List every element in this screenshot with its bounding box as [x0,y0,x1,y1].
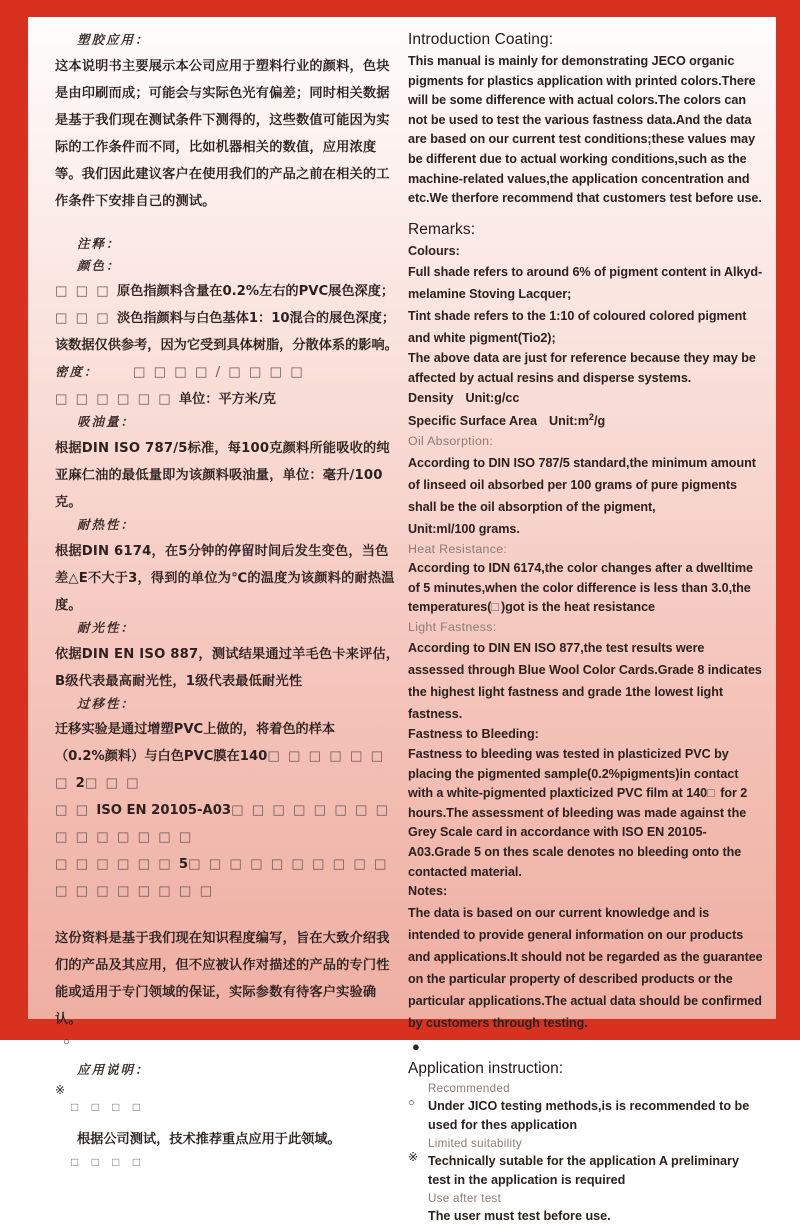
reference-note: 该数据仅供参考，因为它受到具体树脂，分散体系的影响。 [55,338,398,354]
full-shade-text: 原色指颜料含量在0.2%左右的PVC展色深度； [116,284,395,300]
oil-absorption-body: 根据DIN ISO 787/5标准，每100克颜料所能吸收的纯亚麻仁油的最低量即为该颜料吸油量，单位：毫升/100克。 [55,441,390,510]
legend-caption: Recommended [428,1081,510,1095]
legend-item-limited-suitability [408,1135,764,1190]
bleeding-placeholder-box: □ [707,786,717,801]
application-note-boxes-top: □ □ □ □ [71,1100,145,1114]
legend-item-recommended [408,1080,764,1135]
migration-line-1: 迁移实验是通过增塑PVC上做的，将着色的样本 [55,722,336,738]
surface-unit: 单位：平方米/克 [178,392,277,408]
bleeding-title: Fastness to Bleeding: [408,727,539,742]
surface-boxes: □ □ □ □ □ □ [55,392,179,408]
plastics-application-heading: 塑胶应用： [77,32,150,47]
density-label: 密度： [55,364,99,380]
notes-body: The data is based on our current knowledge and is intended to provide general information on our products and applications.It should not be regarded as the guarantee on the particular property of described products or the particular applications.The actual data should be confirmed by customers through testing. [408,905,763,1030]
colours-label: Colours: [408,243,460,258]
spacer [55,905,400,925]
heat-resistance-placeholder-box: □ [491,600,501,615]
density-row [408,389,764,409]
spacer [55,1051,400,1061]
placeholder-boxes: □ □ □ [55,311,117,327]
remarks-reference-text: The above data are just for reference because they may be affected by actual resins and disperse systems. [408,351,756,385]
migration-line-2-text-a: （0.2%颜料）与白色PVC膜在140 [55,749,268,765]
asterisk-glyph-icon: ※ [408,1149,419,1164]
density-unit: Unit:g/cc [465,390,520,405]
tint-shade-text: Tint shade refers to the 1:10 of coloured colored pigment and white pigment(Tio2); [408,309,747,346]
bleeding-body [408,745,764,882]
spacer [408,209,764,219]
surface-area-unit [549,414,605,428]
oil-absorption-unit: Unit:ml/100 grams. [408,521,520,536]
oil-absorption-title: Oil Absorption: [408,433,494,448]
light-fastness-title: Light Fastness: [408,619,497,634]
legend-caption: Limited suitability [428,1136,522,1150]
legend-description: Technically sutable for the application A preliminary test in the application is required [428,1153,739,1187]
migration-line-4-boxes-b: □ □ □ □ □ □ □ □ □ □ □ □ □ □ □ □ □ □ [55,857,389,900]
colour-heading: 颜色： [77,257,121,273]
surface-unit-prefix: Unit:m [549,414,589,429]
density-line [55,359,400,386]
remarks-title: Remarks: [408,220,476,238]
spacer [55,215,400,235]
heat-resistance-text-a: According to IDN 6174,the color changes after a dwelltime of 5 minutes,when the color difference is less than 3.0,the temperatures( [408,561,753,615]
introduction-title: Introduction Coating: [408,31,554,48]
migration-line-4 [55,851,400,905]
migration-line-3-text: ISO EN 20105-A03 [96,803,232,819]
page-sheet [28,17,776,1223]
circle-glyph-icon: ○ [408,1096,415,1109]
legend-description: Under JICO testing methods,is is recommended to be used for thes application [428,1098,750,1132]
legend-item-use-after-test [408,1190,764,1226]
legend-description: The user must test before use. [428,1208,611,1223]
heat-resistance-title: Heat Resistance: [408,541,508,556]
migration-line-2-boxes-b: □ □ □ [84,776,141,792]
migration-line-3 [55,797,400,851]
density-label: Density [408,390,454,405]
spacer [55,1116,400,1126]
light-fastness-body: 依据DIN EN ISO 887，测试结果通过羊毛色卡来评估，B级代表最高耐光性，1级代表最低耐光性 [55,646,400,689]
application-note-body: 根据公司测试，技术推荐重点应用于此领域。 [77,1132,341,1147]
notes-heading: 注释： [77,235,121,251]
heat-resistance-heading: 耐热性： [77,517,136,532]
light-fastness-body: According to DIN EN ISO 877,the test results were assessed through Blue Wool Color Cards.Grade 8 indicates the highest light fastness and grade 1the lowest light fastness. [408,641,762,722]
migration-line-4-text: 5 [178,857,189,873]
heat-resistance-text-b: )got is the heat resistance [500,600,655,615]
migration-line-2-text-b: 2 [75,776,85,792]
right-column-english [408,17,776,1226]
migration-line-2 [55,743,400,797]
bleeding-text-a: Fastness to bleeding was tested in plasticized PVC by placing the pigmented sample(0.2%pigments)in contact with a white-pigmented plaxticized PVC film at 140 [408,747,739,801]
notes-title: Notes: [408,884,448,899]
bullet-dot-icon: ● [412,1038,420,1054]
circle-marker-icon: ○ [63,1036,70,1049]
bleeding-text-b: for 2 hours.The assessment of bleeding was made against the Grey Scale card in accordance with ISO EN 20105-A03.Grade 5 on thes scale denotes no bleeding onto the contacted material. [408,786,748,879]
migration-line-3-boxes-b: □ □ □ □ □ □ □ □ □ □ □ □ □ □ □ [55,803,391,846]
migration-line-4-boxes-a: □ □ □ □ □ □ [55,857,179,873]
plastics-application-paragraph: 这本说明书主要展示本公司应用于塑料行业的颜料，色块是由印刷而成；可能会与实际色光有偏差；同时相关数据是基于我们现在测试条件下测得的，这些数值可能因为实际的工作条件而不同，比如机器相关的数值，应用浓度等。我们因此建议客户在使用我们的产品之前在相关的工作条件下安排自己的测试。 [55,58,390,209]
legend-caption: Use after test [428,1191,502,1205]
tint-shade-line [55,305,400,332]
light-fastness-heading: 耐光性： [77,619,136,635]
asterisk-marker-icon: ※ [55,1083,66,1097]
application-note-heading: 应用说明： [77,1062,150,1078]
surface-unit-suffix: /g [593,414,606,429]
left-column-chinese [28,17,408,1171]
surface-area-label: Specific Surface Area [408,414,538,429]
application-instruction-title: Application instruction: [408,1059,564,1077]
heat-resistance-body [408,559,764,618]
tint-shade-text: 淡色指颜料与白色基体1：10混合的展色深度； [116,311,396,327]
introduction-body: This manual is mainly for demonstrating JECO organic pigments for plastics application with printed colors.There will be some difference with actual colors.The colors can not be used to test the various fastness data.And the data are based on our current test conditions;these values may be different due to actual working conditions,such as the machine-related values,the application concentration and etc.We therfore recommend that customers test before use. [408,54,762,206]
application-note-boxes-bottom: □ □ □ □ [71,1155,145,1169]
heat-resistance-body: 根据DIN 6174，在5分钟的停留时间后发生变色，当色差△E不大于3，得到的单位为℃的温度为该颜料的耐热温度。 [55,543,395,613]
specific-surface-area-row [408,408,764,432]
surface-area-line [55,386,400,413]
full-shade-text: Full shade refers to around 6% of pigment content in Alkyd-melamine Stoving Lacquer; [408,265,763,302]
migration-heading: 过移性： [77,695,136,711]
surface-unit-exponent: 2 [588,412,594,423]
placeholder-boxes: □ □ □ [55,284,117,300]
migration-line-3-boxes-a: □ □ [55,803,97,819]
density-boxes: □ □ □ □ / □ □ □ □ [133,365,305,381]
migration-line-2-boxes-a: □ □ □ □ □ □ □ [55,749,386,792]
disclaimer-body: 这份资料是基于我们现在知识程度编写，旨在大致介绍我们的产品及其应用，但不应被认作对描述的产品的专门性能或适用于专门领域的保证，实际参数有待客户实验确认。 [55,931,390,1028]
oil-absorption-body: According to DIN ISO 787/5 standard,the minimum amount of linseed oil absorbed per 100 grams of pure pigments shall be the oil absorption of the pigment, [408,455,756,514]
oil-absorption-heading: 吸油量： [77,414,136,430]
full-shade-line [55,278,400,305]
